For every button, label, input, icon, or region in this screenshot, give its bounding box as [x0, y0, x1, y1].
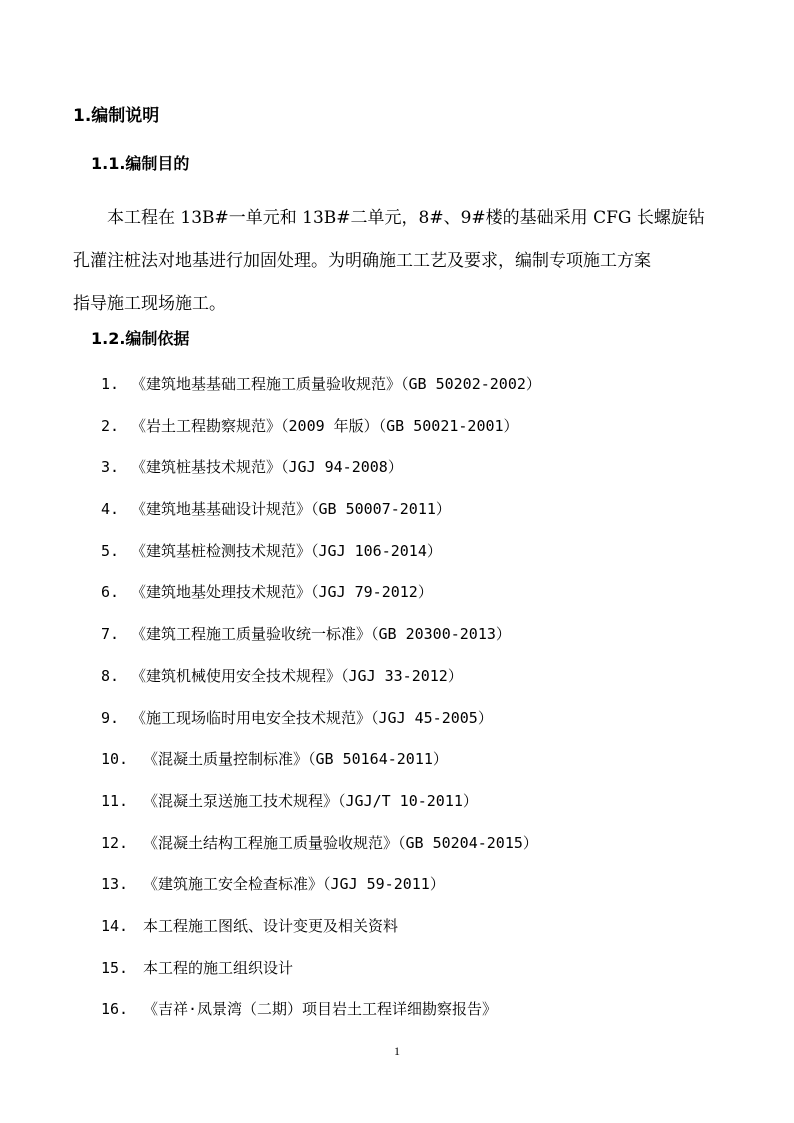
list-item-number: 4. — [101, 500, 120, 519]
list-item-text: 《混凝土质量控制标准》（GB 50164-2011） — [143, 750, 448, 769]
list-item — [101, 748, 741, 790]
list-item — [101, 998, 741, 1040]
list-item — [101, 415, 741, 457]
subsection-title-purpose: 1.1.编制目的 — [91, 154, 190, 173]
list-item-number: 7. — [101, 625, 120, 644]
list-item-text: 《建筑地基处理技术规范》（JGJ 79-2012） — [131, 583, 433, 602]
list-item-number: 1. — [101, 375, 120, 393]
list-item-number: 12. — [101, 833, 129, 852]
list-item-number: 10. — [101, 750, 129, 769]
list-item-text: 《施工现场临时用电安全技术规范》（JGJ 45-2005） — [131, 708, 493, 727]
list-item-text: 《建筑工程施工质量验收统一标准》（GB 20300-2013） — [131, 625, 511, 644]
list-item-number: 14. — [101, 916, 129, 935]
list-item-number: 9. — [101, 708, 120, 727]
list-item — [101, 373, 741, 415]
list-item — [101, 790, 741, 832]
list-item — [101, 665, 741, 707]
list-item — [101, 498, 741, 540]
list-item-number: 5. — [101, 541, 120, 560]
list-item-number: 3. — [101, 458, 120, 477]
list-item-text: 《建筑桩基技术规范》（JGJ 94-2008） — [131, 458, 403, 477]
paragraph-line: 本工程在 13B#一单元和 13B#二单元，8#、9#楼的基础采用 CFG 长螺旋钻 — [107, 208, 705, 228]
list-item — [101, 832, 741, 874]
list-item-text: 本工程施工图纸、设计变更及相关资料 — [143, 916, 399, 935]
list-item-number: 11. — [101, 791, 129, 810]
list-item-number: 8. — [101, 666, 120, 685]
list-item-text: 《建筑施工安全检查标准》（JGJ 59-2011） — [143, 875, 445, 894]
paragraph-line: 孔灌注桩法对地基进行加固处理。为明确施工工艺及要求，编制专项施工方案 — [73, 251, 651, 271]
list-item-number: 2. — [101, 416, 120, 435]
list-item-text: 《建筑机械使用安全技术规程》（JGJ 33-2012） — [131, 666, 463, 685]
list-item — [101, 540, 741, 582]
basis-list — [101, 373, 741, 1040]
list-item — [101, 623, 741, 665]
list-item-number: 16. — [101, 1000, 129, 1019]
list-item — [101, 873, 741, 915]
section-title: 1.编制说明 — [73, 106, 160, 126]
list-item-text: 《混凝土泵送施工技术规程》（JGJ/T 10-2011） — [143, 791, 478, 810]
list-item-text: 《混凝土结构工程施工质量验收规范》（GB 50204-2015） — [143, 833, 538, 852]
list-item-text: 本工程的施工组织设计 — [143, 958, 294, 977]
subsection-title-basis: 1.2.编制依据 — [91, 329, 190, 348]
list-item-text: 《建筑基桩检测技术规范》（JGJ 106-2014） — [131, 541, 442, 560]
list-item — [101, 957, 741, 999]
page-number: 1 — [394, 1044, 400, 1058]
list-item — [101, 581, 741, 623]
list-item-number: 15. — [101, 958, 129, 977]
list-item-text: 《建筑地基基础设计规范》（GB 50007-2011） — [131, 500, 451, 519]
list-item-number: 13. — [101, 875, 129, 894]
list-item — [101, 915, 741, 957]
list-item — [101, 707, 741, 749]
purpose-paragraph — [73, 197, 733, 326]
list-item-text: 《吉祥·凤景湾（二期）项目岩土工程详细勘察报告》 — [143, 1000, 498, 1019]
paragraph-line: 指导施工现场施工。 — [73, 294, 226, 314]
list-item-number: 6. — [101, 583, 120, 602]
list-item — [101, 456, 741, 498]
list-item-text: 《建筑地基基础工程施工质量验收规范》（GB 50202-2002） — [131, 375, 541, 393]
list-item-text: 《岩土工程勘察规范》（2009 年版）（GB 50021-2001） — [131, 416, 519, 435]
